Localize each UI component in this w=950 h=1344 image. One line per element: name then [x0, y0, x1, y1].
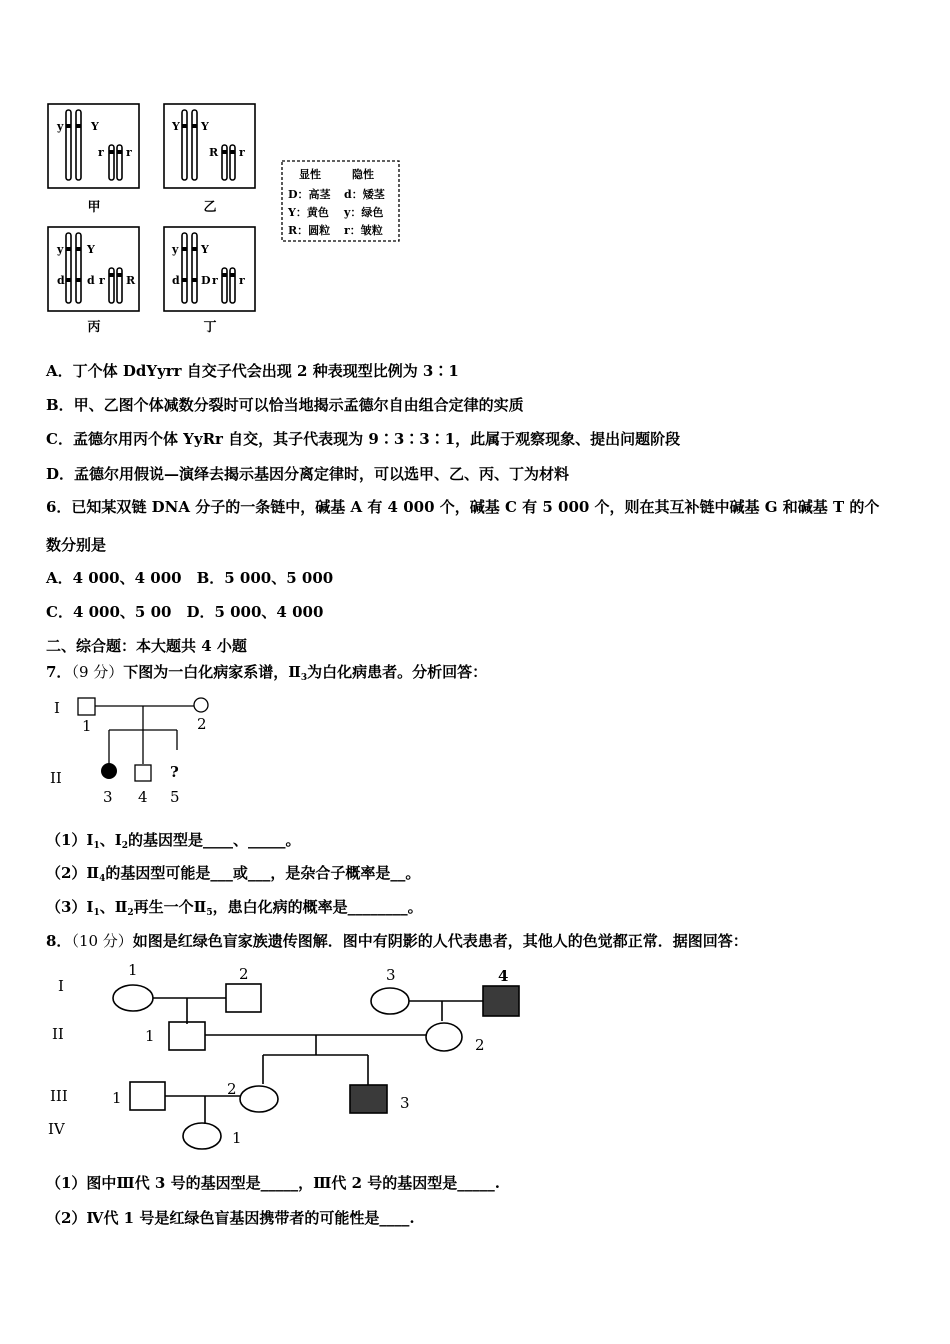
pedigree-affected-male-I4	[483, 986, 519, 1016]
gene-label: Y	[87, 243, 95, 256]
generation-label: IV	[48, 1120, 65, 1138]
pedigree-number: 3	[400, 1094, 410, 1112]
gene-label: Y	[172, 120, 180, 133]
gene-label: d	[87, 274, 95, 287]
gene-label: y	[57, 243, 64, 256]
gene-label: y	[57, 120, 64, 133]
pedigree-affected-female-3	[101, 763, 117, 779]
q7-s1-sub: 2	[121, 841, 129, 851]
gene-label: r	[239, 274, 245, 287]
q5-option-b: B．甲、乙图个体减数分裂时可以恰当地揭示孟德尔自由组合定律的实质	[46, 396, 524, 414]
pedigree-number: 5	[170, 788, 180, 806]
pedigree-female-2	[194, 698, 208, 712]
chromosome-diagram	[0, 0, 420, 340]
q7-stem-text-2: 为白化病患者。分析回答：	[307, 663, 488, 681]
pedigree-female-III2	[240, 1086, 278, 1112]
legend-text: d：矮茎	[344, 188, 385, 201]
cell-box-ding	[164, 227, 255, 311]
q7-sub-question-1	[46, 830, 301, 856]
legend-head-recessive: 隐性	[352, 168, 374, 181]
pedigree-number: 2	[475, 1036, 485, 1054]
q8-score: （10 分）	[71, 932, 133, 950]
pedigree-number: 1	[82, 717, 92, 735]
pedigree-number: 1	[128, 961, 138, 979]
color-blindness-pedigree	[0, 958, 560, 1158]
pedigree-female-IV1	[183, 1123, 221, 1149]
pedigree-number: 2	[197, 715, 207, 733]
legend-head-dominant: 显性	[299, 168, 321, 181]
q7-s1-text: 、Ⅰ	[99, 831, 122, 849]
pedigree-number: 4	[498, 967, 509, 985]
generation-label: I	[54, 699, 60, 717]
q7-s3-text: 再生一个Ⅱ	[133, 898, 207, 916]
q7-number: 7．	[46, 663, 72, 681]
q7-stem-text: 下图为一白化病家系谱，Ⅱ	[123, 663, 301, 681]
q8-stem	[46, 931, 748, 951]
pedigree-male-1	[78, 698, 95, 715]
q7-sub-question-3	[46, 897, 423, 923]
gene-label: Y	[91, 120, 99, 133]
q5-option-d: D．孟德尔用假说—演绎去揭示基因分离定律时，可以选甲、乙、丙、丁为材料	[46, 465, 570, 483]
caption-bing: 丙	[87, 320, 101, 335]
q7-s3-sub: 5	[206, 908, 213, 918]
gene-label: r	[212, 274, 218, 287]
pedigree-number: 1	[145, 1027, 155, 1045]
q7-s1-text: （1）Ⅰ	[46, 831, 94, 849]
q5-option-a: A．丁个体 DdYyrr 自交子代会出现 2 种表现型比例为 3∶1	[46, 362, 459, 380]
pedigree-number: 3	[386, 966, 396, 984]
q7-s3-sub: 2	[127, 908, 134, 918]
q8-sub-question-1: （1）图中Ⅲ代 3 号的基因型是_____，Ⅲ代 2 号的基因型是_____.	[46, 1174, 500, 1192]
q8-number: 8．	[46, 932, 72, 950]
q7-s2-sub: 4	[99, 874, 106, 884]
q5-option-c: C．孟德尔用丙个体 YyRr 自交，其子代表现为 9∶3∶3∶1，此属于观察现象、提出问题阶段	[46, 430, 681, 448]
caption-ding: 丁	[203, 320, 217, 335]
cell-box-bing	[48, 227, 139, 311]
gene-label: y	[172, 243, 179, 256]
pedigree-male-4	[135, 765, 151, 781]
pedigree-number: 1	[112, 1089, 122, 1107]
q7-s2-text: 的基因型可能是___或___，是杂合子概率是__。	[105, 864, 421, 882]
q7-s1-text: 的基因型是____、_____。	[128, 831, 301, 849]
q7-s3-text: ，患白化病的概率是________。	[212, 898, 423, 916]
pedigree-female-I1	[113, 985, 153, 1011]
legend-text: D：高茎	[288, 188, 331, 201]
gene-label: d	[172, 274, 180, 287]
legend-text: y：绿色	[344, 206, 384, 219]
q7-s1-sub: 1	[93, 841, 100, 851]
generation-label: II	[52, 1025, 64, 1043]
q7-s3-text: （3）Ⅰ	[46, 898, 94, 916]
pedigree-number: 4	[138, 788, 148, 806]
caption-jia: 甲	[87, 200, 101, 215]
gene-label: Y	[201, 243, 209, 256]
caption-yi: 乙	[203, 200, 217, 215]
pedigree-male-II1	[169, 1022, 205, 1050]
gene-label: D	[201, 274, 211, 287]
gene-label: r	[99, 274, 105, 287]
q7-score: （9 分）	[71, 663, 124, 681]
q7-s2-text: （2）Ⅱ	[46, 864, 100, 882]
pedigree-unknown: ?	[170, 763, 179, 781]
albinism-pedigree	[0, 690, 240, 815]
q6-options-cd: C．4 000、5 00 D．5 000、4 000	[46, 603, 324, 621]
gene-label: r	[239, 146, 245, 159]
generation-label: I	[58, 977, 64, 995]
q6-options-ab: A．4 000、4 000 B．5 000、5 000	[46, 569, 334, 587]
q7-sub-question-2	[46, 863, 420, 889]
gene-label: R	[209, 146, 219, 159]
gene-label: r	[98, 146, 104, 159]
q7-s3-sub: 1	[93, 908, 100, 918]
gene-label: r	[126, 146, 132, 159]
pedigree-number: 1	[232, 1129, 242, 1147]
pedigree-affected-male-III3	[350, 1085, 387, 1113]
generation-label: III	[50, 1087, 68, 1105]
pedigree-male-I2	[226, 984, 261, 1012]
gene-label: d	[57, 274, 65, 287]
q6-stem-line2: 数分别是	[46, 536, 107, 554]
section-heading: 二、综合题：本大题共 4 小题	[46, 637, 247, 655]
generation-label: II	[50, 769, 62, 787]
pedigree-number: 3	[103, 788, 113, 806]
q7-stem	[46, 662, 487, 688]
pedigree-number: 2	[239, 965, 249, 983]
pedigree-number: 2	[227, 1080, 237, 1098]
q6-stem-line1: 6．已知某双链 DNA 分子的一条链中，碱基 A 有 4 000 个，碱基 C 有 5 000 个，则在其互补链中碱基 G 和碱基 T 的个	[46, 498, 880, 516]
legend-text: R：圆粒	[288, 224, 331, 237]
legend-text: Y：黄色	[288, 206, 329, 219]
q8-sub-question-2: （2）Ⅳ代 1 号是红绿色盲基因携带者的可能性是____.	[46, 1209, 415, 1227]
gene-label: Y	[201, 120, 209, 133]
legend-text: r：皱粒	[344, 224, 383, 237]
q7-s3-text: 、Ⅱ	[99, 898, 128, 916]
q7-stem-sub: 3	[300, 673, 308, 683]
pedigree-female-I3	[371, 988, 409, 1014]
pedigree-female-II2	[426, 1023, 462, 1051]
q8-stem-text: 如图是红绿色盲家族遗传图解．图中有阴影的人代表患者，其他人的色觉都正常．据图回答：	[132, 932, 748, 950]
pedigree-male-III1	[130, 1082, 165, 1110]
gene-label: R	[126, 274, 136, 287]
